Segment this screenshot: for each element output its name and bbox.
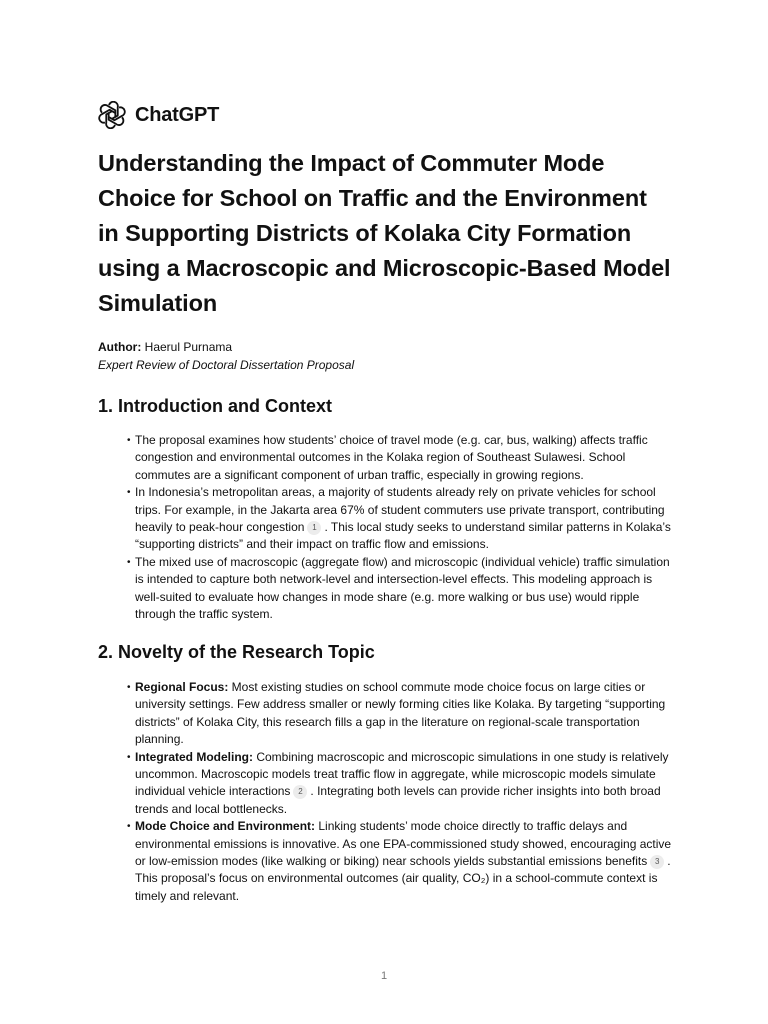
citation-badge[interactable]: 1 [307, 521, 321, 535]
list-item [128, 749, 672, 819]
introduction-list [128, 432, 672, 623]
novelty-list [128, 679, 672, 905]
section-heading-introduction: 1. Introduction and Context [98, 396, 332, 416]
openai-logo-icon [98, 101, 126, 129]
bullet-text: The mixed use of macroscopic (aggregate flow) and microscopic (individual vehicle) traffic simulation is intended to capture both network-level and intersection-level effects. This modeling approach is well-suited to evaluate how changes in mode share (e.g. more walking or bus use) would ripple through the traffic system. [135, 554, 670, 622]
author-label: Author: [98, 340, 142, 354]
bullet-text: . This local study seeks to understand similar patterns in Kolaka’s “supporting districts” and their impact on traffic flow and emissions. [135, 520, 671, 552]
list-item [128, 554, 672, 624]
citation-badge[interactable]: 2 [293, 785, 307, 799]
brand-name: ChatGPT [135, 103, 220, 126]
bullet-text: Most existing studies on school commute mode choice focus on large cities or university settings. Few address smaller or newly forming cities like Kolaka. By targeting “supporting districts” of Kolaka City, this research fills a gap in the literature on regional-scale transportation planning. [135, 680, 666, 747]
document-subtitle: Expert Review of Doctoral Dissertation Proposal [98, 358, 355, 372]
page-number: 1 [380, 970, 388, 982]
brand-header [98, 100, 219, 130]
bullet-text: . Integrating both levels can provide richer insights into both broad trends and local bottlenecks. [135, 784, 661, 816]
author-name: Haerul Purnama [144, 340, 233, 354]
bullet-text: Combining macroscopic and microscopic simulations in one study is relatively uncommon. Macroscopic models treat traffic flow in aggregate, while microscopic models simulate individual vehicle interactions [135, 749, 669, 799]
bullet-text: Linking students’ mode choice directly to traffic delays and environmental emissions is innovative. As one EPA-commissioned study showed, encouraging active or low-emission modes (like walking or biking) near schools yields substantial emissions benefits [135, 819, 672, 869]
bullet-text: In Indonesia’s metropolitan areas, a majority of students already rely on private vehicles for school trips. For example, in the Jakarta area 67% of student commuters use private transport, contributing heavily to peak-hour congestion [135, 485, 665, 535]
list-item [128, 432, 672, 484]
citation-badge[interactable]: 3 [650, 855, 664, 869]
author-line [98, 338, 354, 356]
bullet-lead: Mode Choice and Environment: [135, 819, 316, 834]
bullet-lead: Regional Focus: [135, 680, 229, 694]
document-meta [98, 338, 354, 374]
document-title: Understanding the Impact of Commuter Mode Choice for School on Traffic and the Environment in Supporting Districts of Kolaka City Formation using a Macroscopic and Microscopic-Based Model Simulation [98, 150, 671, 316]
bullet-text: The proposal examines how students’ choice of travel mode (e.g. car, bus, walking) affects traffic congestion and environmental outcomes in the Kolaka region of Southeast Sulawesi. School commutes are a significant component of urban traffic, especially in growing regions. [135, 433, 648, 482]
section-heading-novelty: 2. Novelty of the Research Topic [98, 642, 375, 662]
bullet-text: . This proposal’s focus on environmental outcomes (air quality, CO₂) in a school-commute context is timely and relevant. [135, 854, 671, 903]
bullet-lead: Integrated Modeling: [135, 749, 253, 764]
list-item [128, 484, 672, 554]
list-item [128, 818, 672, 905]
list-item [128, 679, 672, 749]
